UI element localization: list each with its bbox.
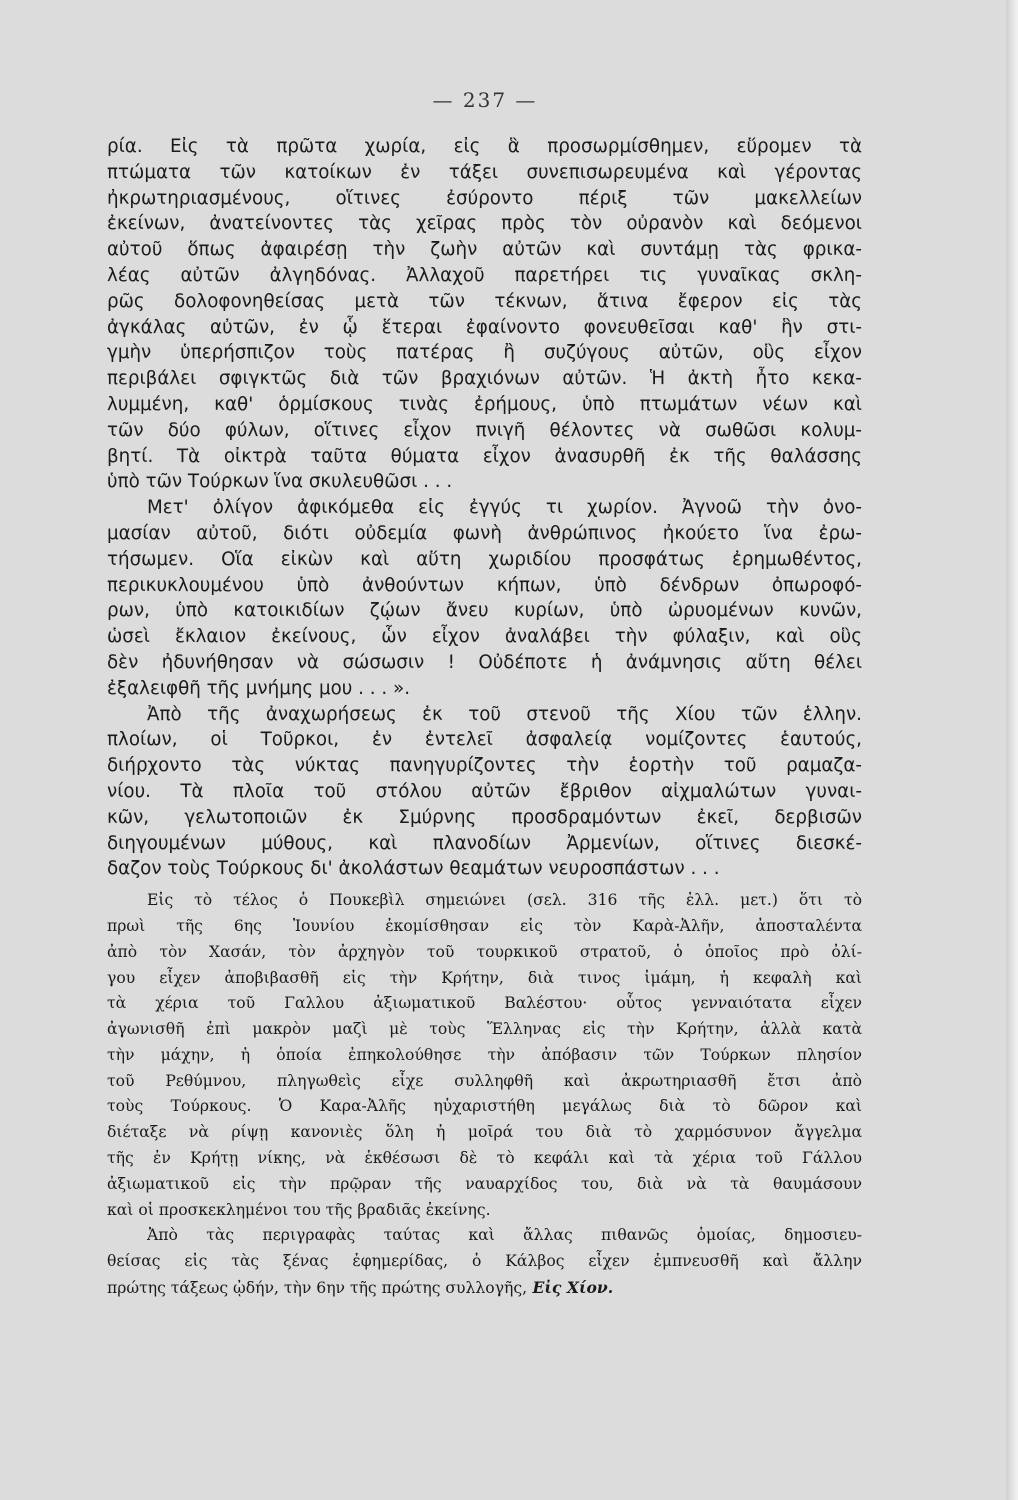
text-line: ὡσεὶ ἔκλαιον ἐκείνους, ὧν εἶχον ἀναλάβει τὴν φύλαξιν, καὶ οὓς — [107, 626, 862, 648]
text-line: ἀγωνισθῆ ἐπὶ μακρὸν μαζὶ μὲ τοὺς Ἕλληνας εἰς τὴν Κρήτην, ἀλλὰ κατὰ — [107, 1020, 862, 1039]
text-line: τοῦ Ρεθύμνου, πληγωθεὶς εἶχε συλληφθῆ καὶ ἀκρωτηριασθῆ ἔτσι ἀπὸ — [107, 1071, 862, 1090]
text-line: ἀξιωματικοῦ εἰς τὴν πρῷραν τῆς ναυαρχίδος του, διὰ νὰ τὰ θαυμάσουν — [107, 1174, 862, 1193]
text-line: θείσας εἰς τὰς ξένας ἐφημερίδας, ὁ Κάλβος εἶχεν ἐμπνευσθῆ καὶ ἄλλην — [107, 1252, 862, 1271]
text-line: ἠκρωτηριασμένους, οἵτινες ἐσύροντο πέριξ τῶν μακελλείων — [107, 187, 862, 209]
text-line: Ἀπὸ τῆς ἀναχωρήσεως ἐκ τοῦ στενοῦ τῆς Χίου τῶν ἑλλην. — [147, 703, 862, 725]
text-line: τὴν μάχην, ἡ ὁποία ἐπηκολούθησε τὴν ἀπόβασιν τῶν Τούρκων πλησίον — [107, 1045, 862, 1064]
page-edge — [1006, 0, 1018, 1500]
text-line: Εἰς τὸ τέλος ὁ Πουκεβὶλ σημειώνει (σελ. 316 τῆς ἑλλ. μετ.) ὅτι τὸ — [147, 891, 862, 910]
text-line: Ἀπὸ τὰς περιγραφὰς ταύτας καὶ ἄλλας πιθανῶς ὁμοίας, δημοσιευ- — [147, 1226, 862, 1245]
text-line: ὑπὸ τῶν Τούρκων ἵνα σκυλευθῶσι . . . — [107, 471, 453, 493]
poem-title: Εἰς Χίον. — [527, 1278, 614, 1298]
text-line: δαζον τοὺς Τούρκους δι' ἀκολάστων θεαμάτων νευροσπάστων . . . — [107, 858, 720, 880]
text-line: ρων, ὑπὸ κατοικιδίων ζῴων ἄνευ κυρίων, ὑπὸ ὠρυομένων κυνῶν, — [107, 600, 862, 622]
page-number: — 237 — — [432, 88, 538, 112]
text-line: τοὺς Τούρκους. Ὁ Καρα-Ἀλῆς ηὐχαριστήθη μεγάλως διὰ τὸ δῶρον καὶ — [107, 1097, 862, 1116]
text-line: γου εἶχεν ἀποβιβασθῆ εἰς τὴν Κρήτην, διὰ τινος ἰμάμη, ἡ κεφαλὴ καὶ — [107, 968, 862, 987]
text-line: διηγουμένων μύθους, καὶ πλανοδίων Ἀρμενίων, οἵτινες διεσκέ- — [107, 832, 862, 854]
text-line: καὶ οἱ προσκεκλημένοι του τῆς βραδιᾶς ἐκείνης. — [107, 1200, 491, 1219]
text-line: αὐτοῦ ὅπως ἀφαιρέσῃ τὴν ζωὴν αὐτῶν καὶ συντάμῃ τὰς φρικα- — [107, 239, 862, 261]
text-line: ἐξαλειφθῆ τῆς μνήμης μου . . . ». — [107, 677, 411, 699]
text-line: πρώτης τάξεως ᾠδήν, τὴν 6ην τῆς πρώτης συλλογῆς, Εἰς Χίον. — [107, 1278, 614, 1298]
text-line: δὲν ἠδυνήθησαν νὰ σώσωσιν ! Οὐδέποτε ἡ ἀνάμνησις αὕτη θέλει — [107, 651, 862, 673]
text-line: γμὴν ὑπερήσπιζον τοὺς πατέρας ἢ συζύγους αὐτῶν, οὓς εἶχον — [107, 342, 862, 364]
text-line: τήσωμεν. Οἵα εἰκὼν καὶ αὕτη χωριδίου προσφάτως ἐρημωθέντος, — [107, 548, 862, 570]
text-line: ρῶς δολοφονηθείσας μετὰ τῶν τέκνων, ἅτινα ἔφερον εἰς τὰς — [107, 290, 862, 312]
body-text — [107, 134, 862, 1301]
text-line: Μετ' ὀλίγον ἀφικόμεθα εἰς ἐγγύς τι χωρίον. Ἀγνοῶ τὴν ὀνο- — [147, 497, 862, 519]
text-line: βητί. Τὰ οἰκτρὰ ταῦτα θύματα εἶχον ἀνασυρθῆ ἐκ τῆς θαλάσσης — [107, 445, 862, 467]
text-line: διήρχοντο τὰς νύκτας πανηγυρίζοντες τὴν ἑορτὴν τοῦ ραμαζα- — [107, 755, 862, 777]
text-line: μασίαν αὐτοῦ, διότι οὐδεμία φωνὴ ἀνθρώπινος ἠκούετο ἵνα ἐρω- — [107, 522, 862, 544]
text-line: τῶν δύο φύλων, οἵτινες εἶχον πνιγῆ θέλοντες νὰ σωθῶσι κολυμ- — [107, 419, 862, 441]
text-line: διέταξε νὰ ρίψῃ κανονιὲς ὅλη ἡ μοῖρά του διὰ τὸ χαρμόσυνον ἄγγελμα — [107, 1123, 862, 1142]
text-line: νίου. Τὰ πλοῖα τοῦ στόλου αὐτῶν ἔβριθον αἰχμαλώτων γυναι- — [107, 780, 862, 802]
text-line: λυμμένη, καθ' ὁρμίσκους τινὰς ἐρήμους, ὑπὸ πτωμάτων νέων καὶ — [107, 393, 862, 415]
text-line: τῆς ἐν Κρήτῃ νίκης, νὰ ἐκθέσωσι δὲ τὸ κεφάλι καὶ τὰ χέρια τοῦ Γάλλου — [107, 1149, 862, 1168]
text-line: πρωὶ τῆς 6ης Ἰουνίου ἐκομίσθησαν εἰς τὸν Καρὰ-Ἀλῆν, ἀποσταλέντα — [107, 916, 862, 935]
text-line: περιβάλει σφιγκτῶς διὰ τῶν βραχιόνων αὐτῶν. Ἡ ἀκτὴ ἦτο κεκα- — [107, 368, 862, 390]
text-line: ἀγκάλας αὐτῶν, ἐν ᾧ ἕτεραι ἐφαίνοντο φονευθεῖσαι καθ' ἣν στι- — [107, 316, 862, 338]
text-line: πτώματα τῶν κατοίκων ἐν τάξει συνεπισωρευμένα καὶ γέροντας — [107, 161, 862, 183]
text-line: ἐκείνων, ἀνατείνοντες τὰς χεῖρας πρὸς τὸν οὐρανὸν καὶ δεόμενοι — [107, 213, 862, 235]
text-line: πλοίων, οἱ Τοῦρκοι, ἐν ἐντελεῖ ἀσφαλείᾳ νομίζοντες ἑαυτούς, — [107, 729, 862, 751]
text-line: τὰ χέρια τοῦ Γαλλου ἀξιωματικοῦ Βαλέστου· οὗτος γενναιότατα εἶχεν — [107, 994, 862, 1013]
text-line: ἀπὸ τὸν Χασάν, τὸν ἀρχηγὸν τοῦ τουρκικοῦ στρατοῦ, ὁ ὁποῖος πρὸ ὀλί- — [107, 942, 862, 961]
text-line: λέας αὐτῶν ἀλγηδόνας. Ἀλλαχοῦ παρετήρει τις γυναῖκας σκλη- — [107, 264, 862, 286]
text-line: περικυκλουμένου ὑπὸ ἀνθούντων κήπων, ὑπὸ δένδρων ὀπωροφό- — [107, 574, 862, 596]
text-line: ρία. Εἰς τὰ πρῶτα χωρία, εἰς ἃ προσωρμίσθημεν, εὕρομεν τὰ — [107, 136, 862, 157]
text-line: κῶν, γελωτοποιῶν ἐκ Σμύρνης προσδραμόντων ἐκεῖ, δερβισῶν — [107, 806, 862, 828]
